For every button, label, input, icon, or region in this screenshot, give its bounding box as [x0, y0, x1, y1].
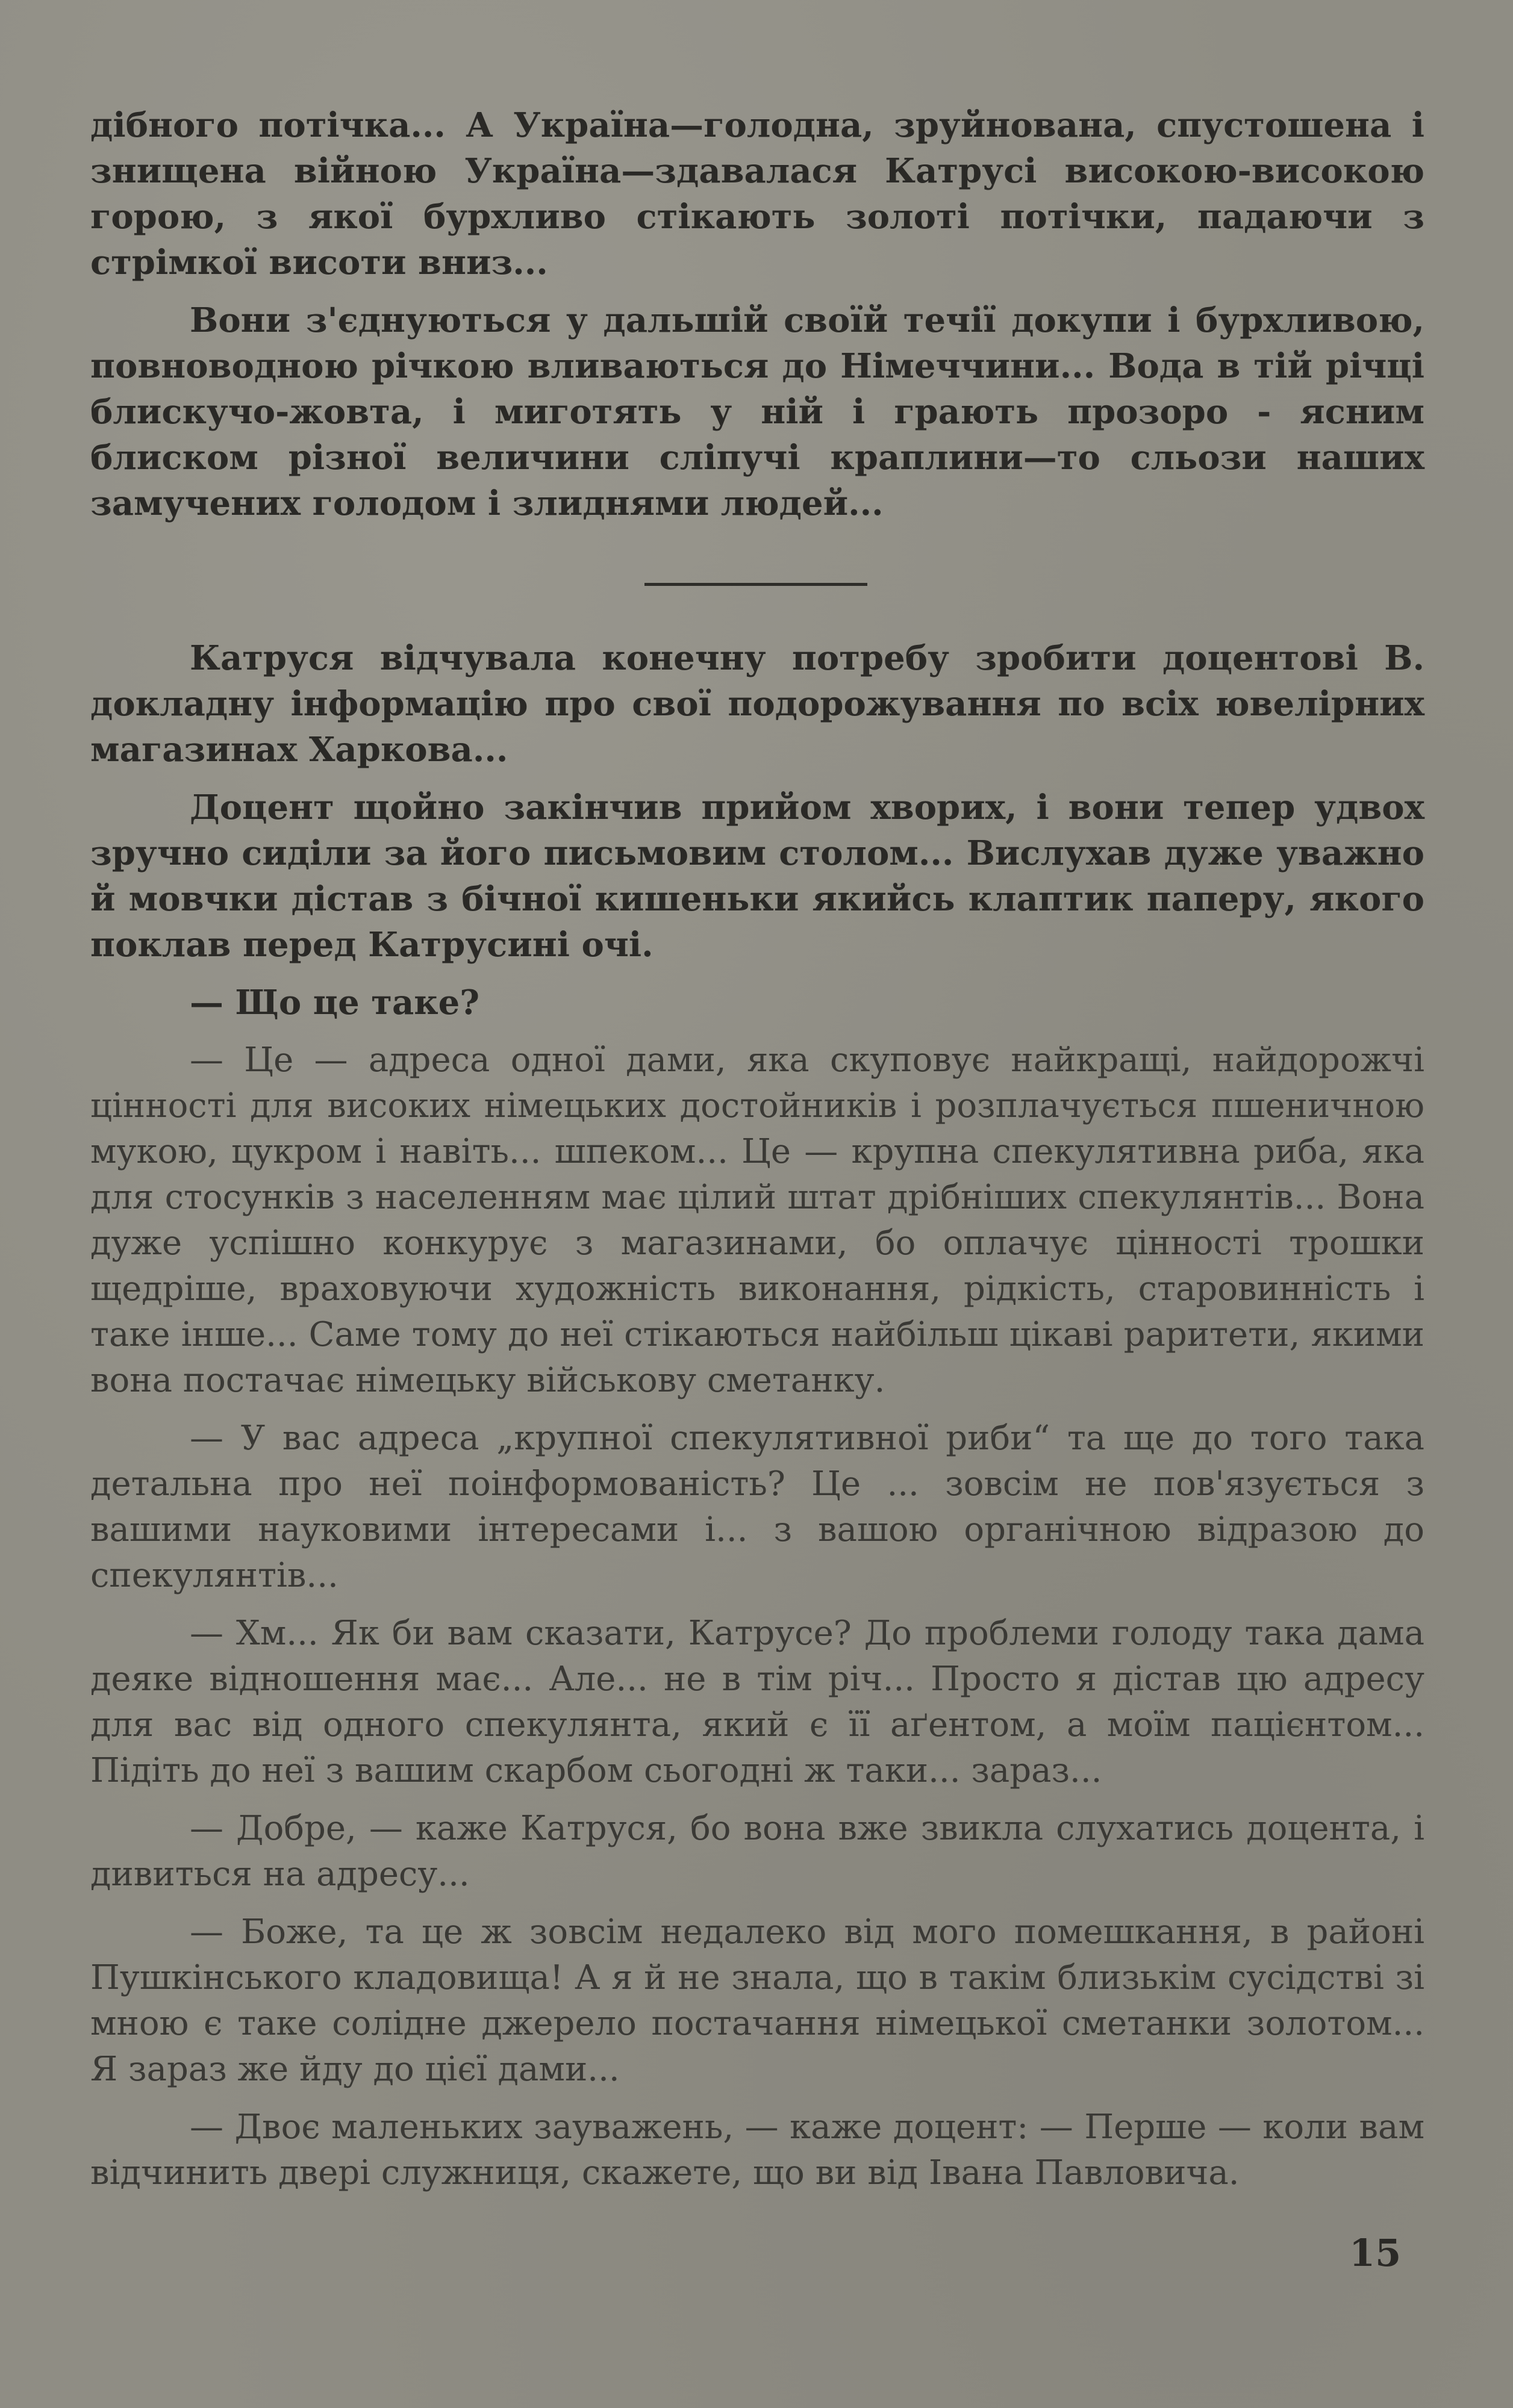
- main-text-section: [90, 635, 1424, 2196]
- paragraph-continuation: дібного потічка... А Україна—голодна, зруйнована, спустошена і знищена війною Україна—здавалася Катрусі високою-високою горою, з якої бурхливо стікають золоті потічки, падаючи з стрімкої висоти вниз...: [90, 105, 1424, 282]
- paragraph-golden-river: Вони з'єднуються у дальшій своїй течії докупи і бурхливою, повноводною річкою вливаються до Німеччини... Вода в тій річці блискучо-жовта, і миготять у ній і грають прозоро - ясним блиском різної величини сліпучі краплини—то сльози наших замучених голодом і злиднями людей...: [90, 300, 1424, 523]
- dialogue-line: — Це — адреса одної дами, яка скуповує найкращі, найдорожчі цінності для високих німецьких достойників і розплачується пшеничною мукою, цукром і навіть... шпеком... Це — крупна спекулятивна риба, яка для стосунків з населенням має цілий штат дрібніших спекулянтів... Вона дуже успішно конкурує з магазинами, бо оплачує цінності трошки щедріше, враховуючи художність виконання, рідкість, старовинність і таке інше... Саме тому до неї стікаються найбільш цікаві раритети, якими вона постачає німецьку військову сметанку.: [90, 1041, 1424, 1400]
- section-divider: [644, 583, 867, 586]
- top-text-section: [90, 102, 1424, 526]
- dialogue-line: — Боже, та це ж зовсім недалеко від мого помешкання, в районі Пушкінського кладовища! А я й не знала, що в такім близькім сусідстві зі мною є таке солідне джерело постачання німецької сметанки золотом... Я зараз же йду до цієї дами...: [90, 1912, 1424, 2089]
- dialogue-line: — Двоє маленьких зауважень, — каже доцент: — Перше — коли вам відчинить двері служниця, скажете, що ви від Івана Павловича.: [90, 2108, 1424, 2192]
- dialogue-line: — Хм... Як би вам сказати, Катрусе? До проблеми голоду така дама деяке відношення має... Але... не в тім річ... Просто я дістав цю адресу для вас від одного спекулянта, який є її аґентом, а моїм пацієнтом... Підіть до неї з вашим скарбом сьогодні ж таки... зараз...: [90, 1614, 1424, 1790]
- paragraph-katrusia-info: Катруся відчувала конечну потребу зробити доцентові В. докладну інформацію про свої подорожування по всіх ювелірних магазинах Харкова...: [90, 638, 1424, 770]
- page-number: 15: [1349, 2231, 1402, 2275]
- dialogue-line: — У вас адреса „крупної спекулятивної риби“ та ще до того така детальна про неї поінформованість? Це ... зовсім не пов'язується з вашими науковими інтересами і... з вашою органічною відразою до спекулянтів...: [90, 1419, 1424, 1595]
- dialogue-line: — Що це таке?: [190, 983, 480, 1022]
- dialogue-line: — Добре, — каже Катруся, бо вона вже звикла слухатись доцента, і дивиться на адресу...: [90, 1809, 1424, 1894]
- paragraph-docent: Доцент щойно закінчив прийом хворих, і вони тепер удвох зручно сиділи за його письмовим столом... Вислухав дуже уважно й мовчки дістав з бічної кишеньки якийсь клаптик паперу, якого поклав перед Катрусині очі.: [90, 788, 1424, 965]
